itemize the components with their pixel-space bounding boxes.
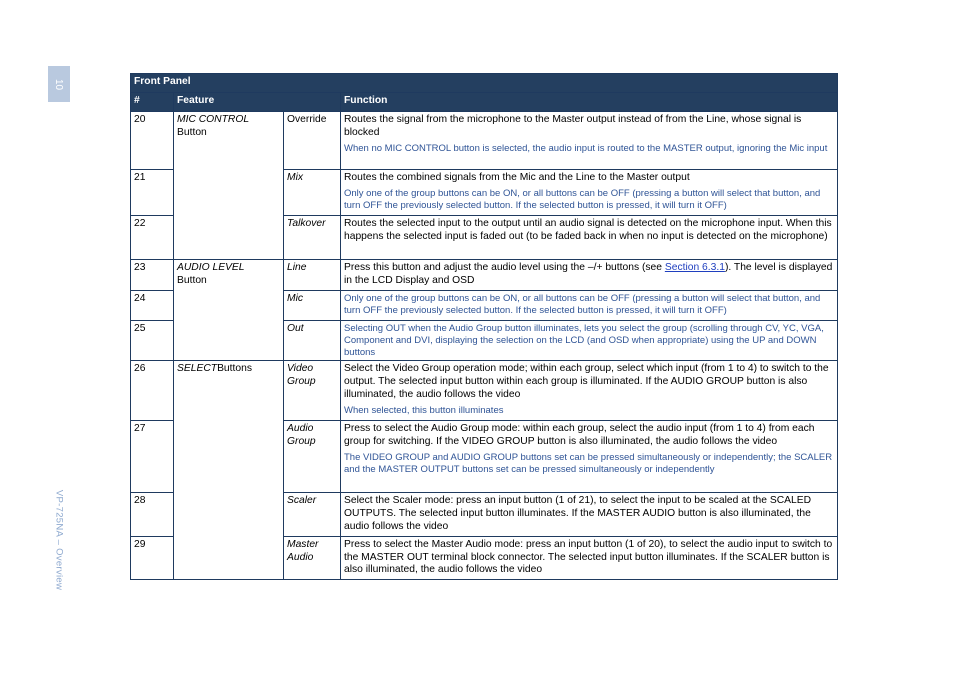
function-text: Press to select the Audio Group mode: within each group, select the audio input (from 1 to 4) from each group for switching. If the VIDEO GROUP button is also illuminated, the audio follows the video bbox=[344, 423, 815, 448]
function-text: Select the Scaler mode: press an input button (1 of 21), to select the input to be scaled at the SCALED OUTPUTS. The selected input button illuminates. If the MASTER AUDIO button is also illuminated, the audio follows the video bbox=[344, 495, 812, 532]
feature-type: Buttons bbox=[217, 363, 252, 375]
row-number: 21 bbox=[131, 170, 174, 216]
header-feature: Feature bbox=[174, 93, 341, 112]
row-number: 29 bbox=[131, 536, 174, 579]
sub-feature: Mix bbox=[284, 170, 341, 216]
sub-feature: Line bbox=[284, 260, 341, 291]
table-row bbox=[131, 112, 838, 170]
function-note: Only one of the group buttons can be ON, or all buttons can be OFF (pressing a button will select that button, and turn OFF the previously selected button. If the selected button is pressed, it will turn it OFF) bbox=[344, 187, 821, 211]
row-number: 24 bbox=[131, 291, 174, 321]
function-cell bbox=[341, 536, 838, 579]
sub-feature: Audio Group bbox=[284, 421, 341, 493]
table-row bbox=[131, 260, 838, 291]
feature-type: Button bbox=[177, 274, 207, 286]
row-number: 27 bbox=[131, 421, 174, 493]
table-header-row bbox=[131, 93, 838, 112]
section-link[interactable]: Section 6.3.1 bbox=[664, 262, 725, 273]
table-row bbox=[131, 361, 838, 421]
function-cell bbox=[341, 291, 838, 321]
function-note: The VIDEO GROUP and AUDIO GROUP buttons set can be pressed simultaneously or independently; the SCALER and the MASTER OUTPUT buttons set can be pressed simultaneously or independently bbox=[344, 451, 833, 475]
function-cell bbox=[341, 216, 838, 260]
function-cell bbox=[341, 321, 838, 361]
function-note: When selected, this button illuminates bbox=[344, 404, 504, 416]
row-number: 26 bbox=[131, 361, 174, 421]
sub-feature: Override bbox=[284, 112, 341, 170]
feature-type: Button bbox=[177, 126, 207, 138]
feature-name: MIC CONTROL bbox=[177, 114, 250, 125]
function-cell bbox=[341, 361, 838, 421]
sub-feature: Scaler bbox=[284, 493, 341, 536]
feature-name: AUDIO LEVEL bbox=[177, 262, 245, 273]
page-number bbox=[48, 66, 70, 102]
feature-audio-level bbox=[174, 260, 284, 361]
front-panel-table bbox=[130, 73, 838, 580]
sub-feature: Master Audio bbox=[284, 536, 341, 579]
function-text: Routes the signal from the microphone to the Master output instead of from the Line, whose signal is blocked bbox=[344, 114, 802, 138]
side-title: VP-725NA – Overview bbox=[53, 489, 65, 591]
function-note: Only one of the group buttons can be ON, or all buttons can be OFF (pressing a button will select that button, and turn OFF the previously selected button. If the selected button is pressed, it will turn it OFF) bbox=[344, 293, 821, 316]
function-cell bbox=[341, 421, 838, 493]
function-cell bbox=[341, 170, 838, 216]
table-title: Front Panel bbox=[131, 74, 838, 93]
function-note: When no MIC CONTROL button is selected, the audio input is routed to the MASTER output, ignoring the Mic input bbox=[344, 142, 828, 154]
function-cell bbox=[341, 493, 838, 536]
function-text: Routes the selected input to the output until an audio signal is detected on the microphone input. When this happens the selected input is faded out (to be faded back in when no input is detected on the microphone) bbox=[344, 218, 832, 242]
sub-feature: Talkover bbox=[284, 216, 341, 260]
page-number-tab bbox=[48, 66, 70, 102]
function-text: Press this button and adjust the audio level using the –/+ buttons (see bbox=[344, 262, 665, 273]
function-text: Select the Video Group operation mode; within each group, select which input (from 1 to 4) to switch to the output. The selected input button within each group is illuminated. If the AUDIO GROUP button is also illuminated, the audio follows the video bbox=[344, 363, 829, 400]
row-number: 23 bbox=[131, 260, 174, 291]
function-text: Routes the combined signals from the Mic and the Line to the Master output bbox=[344, 172, 690, 183]
sub-feature: Video Group bbox=[284, 361, 341, 421]
function-text: Press to select the Master Audio mode: press an input button (1 of 20), to select the audio input to switch to the MASTER OUT terminal block connector. The selected input button illuminates. If the SCALER button is also illuminated, the audio follows the video bbox=[344, 538, 833, 576]
table-title-row bbox=[131, 74, 838, 93]
function-cell bbox=[341, 112, 838, 170]
function-note: Selecting OUT when the Audio Group button illuminates, lets you select the group (scrolling through CV, YC, VGA, Component and DVI, displaying the selection on the LCD (and OSD when appropriate) using the UP and DOWN buttons bbox=[344, 323, 824, 358]
row-number: 22 bbox=[131, 216, 174, 260]
feature-mic-control bbox=[174, 112, 284, 260]
function-text-tail: ). The level is displayed in the LCD Display and OSD bbox=[344, 262, 833, 286]
page-number-text: 10 bbox=[53, 78, 65, 90]
function-cell bbox=[341, 260, 838, 291]
feature-select bbox=[174, 361, 284, 580]
feature-name: SELECT bbox=[177, 363, 218, 375]
sub-feature: Out bbox=[284, 321, 341, 361]
header-number: # bbox=[131, 93, 174, 112]
header-function: Function bbox=[341, 93, 838, 112]
row-number: 28 bbox=[131, 493, 174, 536]
row-number: 25 bbox=[131, 321, 174, 361]
row-number: 20 bbox=[131, 112, 174, 170]
sub-feature: Mic bbox=[284, 291, 341, 321]
